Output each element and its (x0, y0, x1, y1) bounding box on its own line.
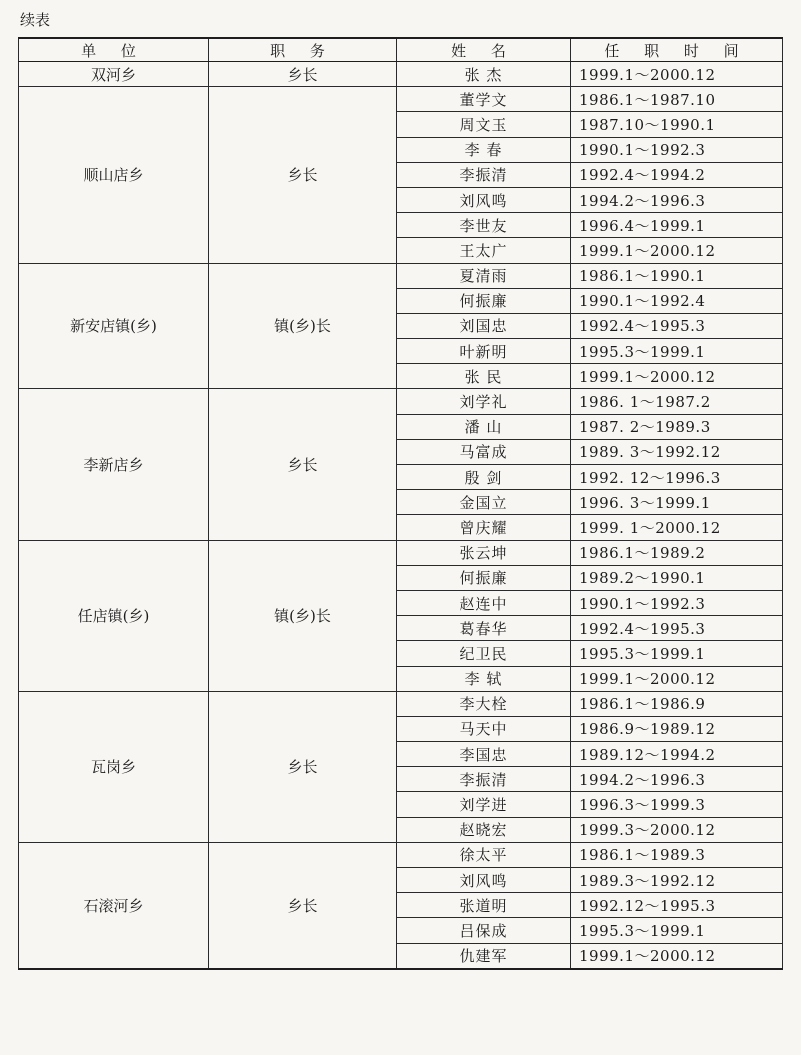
officials-table (18, 37, 783, 970)
term-cell: 1992.12～1995.3 (571, 893, 783, 918)
name-cell: 张 民 (397, 364, 571, 389)
name-cell: 曾庆耀 (397, 515, 571, 540)
name-cell: 张云坤 (397, 540, 571, 565)
name-cell: 吕保成 (397, 918, 571, 943)
unit-cell: 任店镇(乡) (19, 540, 209, 691)
name-cell: 李国忠 (397, 742, 571, 767)
term-cell: 1990.1～1992.3 (571, 590, 783, 615)
unit-cell: 石滚河乡 (19, 842, 209, 968)
table-row (19, 842, 783, 867)
position-cell: 镇(乡)长 (209, 263, 397, 389)
name-cell: 李大栓 (397, 691, 571, 716)
term-cell: 1996.3～1999.3 (571, 792, 783, 817)
name-cell: 马富成 (397, 439, 571, 464)
table-row (19, 540, 783, 565)
name-cell: 徐太平 (397, 842, 571, 867)
unit-cell: 新安店镇(乡) (19, 263, 209, 389)
unit-cell: 顺山店乡 (19, 87, 209, 263)
term-cell: 1989.12～1994.2 (571, 742, 783, 767)
term-cell: 1986.1～1990.1 (571, 263, 783, 288)
term-cell: 1999.1～2000.12 (571, 943, 783, 969)
term-cell: 1986.1～1987.10 (571, 87, 783, 112)
table-body (19, 62, 783, 969)
name-cell: 刘风鸣 (397, 187, 571, 212)
name-cell: 葛春华 (397, 616, 571, 641)
term-cell: 1987.10～1990.1 (571, 112, 783, 137)
name-cell: 张道明 (397, 893, 571, 918)
name-cell: 赵晓宏 (397, 817, 571, 842)
name-cell: 马天中 (397, 716, 571, 741)
term-cell: 1992.4～1994.2 (571, 162, 783, 187)
name-cell: 赵连中 (397, 590, 571, 615)
position-cell: 乡长 (209, 87, 397, 263)
table-caption: 续表 (20, 11, 51, 29)
unit-cell: 双河乡 (19, 62, 209, 87)
term-cell: 1986.1～1989.2 (571, 540, 783, 565)
name-cell: 叶新明 (397, 339, 571, 364)
name-cell: 夏清雨 (397, 263, 571, 288)
position-cell: 乡长 (209, 842, 397, 968)
table-row (19, 87, 783, 112)
term-cell: 1989.3～1992.12 (571, 868, 783, 893)
name-cell: 李 轼 (397, 666, 571, 691)
name-cell: 纪卫民 (397, 641, 571, 666)
term-cell: 1999.1～2000.12 (571, 62, 783, 87)
name-cell: 刘国忠 (397, 313, 571, 338)
table-row (19, 62, 783, 87)
unit-cell: 瓦岗乡 (19, 691, 209, 842)
name-cell: 李世友 (397, 213, 571, 238)
term-cell: 1995.3～1999.1 (571, 339, 783, 364)
header-term: 任 职 时 间 (571, 38, 783, 62)
term-cell: 1999.1～2000.12 (571, 666, 783, 691)
term-cell: 1996. 3～1999.1 (571, 490, 783, 515)
table-row (19, 691, 783, 716)
term-cell: 1995.3～1999.1 (571, 918, 783, 943)
term-cell: 1996.4～1999.1 (571, 213, 783, 238)
term-cell: 1994.2～1996.3 (571, 767, 783, 792)
term-cell: 1999.1～2000.12 (571, 238, 783, 263)
position-cell: 镇(乡)长 (209, 540, 397, 691)
term-cell: 1986.1～1989.3 (571, 842, 783, 867)
term-cell: 1990.1～1992.3 (571, 137, 783, 162)
term-cell: 1989.2～1990.1 (571, 565, 783, 590)
name-cell: 刘学礼 (397, 389, 571, 414)
table-row (19, 389, 783, 414)
name-cell: 潘 山 (397, 414, 571, 439)
name-cell: 王太广 (397, 238, 571, 263)
header-name: 姓 名 (397, 38, 571, 62)
position-cell: 乡长 (209, 389, 397, 540)
name-cell: 何振廉 (397, 565, 571, 590)
name-cell: 周文玉 (397, 112, 571, 137)
term-cell: 1992. 12～1996.3 (571, 465, 783, 490)
term-cell: 1986.9～1989.12 (571, 716, 783, 741)
name-cell: 董学文 (397, 87, 571, 112)
term-cell: 1992.4～1995.3 (571, 616, 783, 641)
name-cell: 李振清 (397, 767, 571, 792)
name-cell: 金国立 (397, 490, 571, 515)
position-cell: 乡长 (209, 691, 397, 842)
name-cell: 刘学进 (397, 792, 571, 817)
name-cell: 李 春 (397, 137, 571, 162)
name-cell: 仇建军 (397, 943, 571, 969)
term-cell: 1999.3～2000.12 (571, 817, 783, 842)
term-cell: 1987. 2～1989.3 (571, 414, 783, 439)
term-cell: 1999.1～2000.12 (571, 364, 783, 389)
name-cell: 刘风鸣 (397, 868, 571, 893)
header-unit: 单 位 (19, 38, 209, 62)
table-header-row (19, 38, 783, 62)
term-cell: 1989. 3～1992.12 (571, 439, 783, 464)
term-cell: 1995.3～1999.1 (571, 641, 783, 666)
name-cell: 李振清 (397, 162, 571, 187)
name-cell: 何振廉 (397, 288, 571, 313)
term-cell: 1986. 1～1987.2 (571, 389, 783, 414)
term-cell: 1999. 1～2000.12 (571, 515, 783, 540)
term-cell: 1990.1～1992.4 (571, 288, 783, 313)
term-cell: 1994.2～1996.3 (571, 187, 783, 212)
header-title: 职 务 (209, 38, 397, 62)
table-row (19, 263, 783, 288)
position-cell: 乡长 (209, 62, 397, 87)
name-cell: 殷 剑 (397, 465, 571, 490)
term-cell: 1992.4～1995.3 (571, 313, 783, 338)
name-cell: 张 杰 (397, 62, 571, 87)
unit-cell: 李新店乡 (19, 389, 209, 540)
term-cell: 1986.1～1986.9 (571, 691, 783, 716)
